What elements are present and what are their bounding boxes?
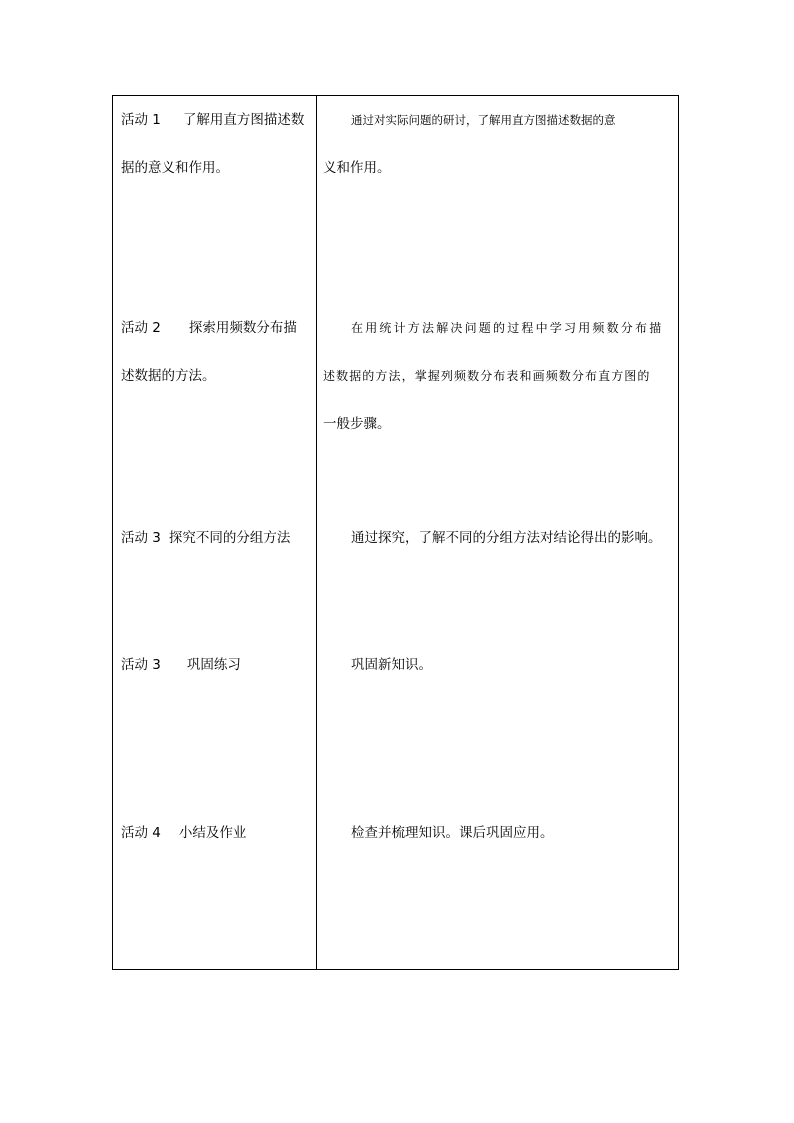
activity-2-desc-line2: 述数据的方法，掌握列频数分布表和画频数分布直方图的 — [323, 369, 651, 383]
activity-1-desc-line2: 义和作用。 — [323, 160, 391, 176]
activity-3-title-line1 — [121, 514, 311, 562]
activity-2-desc-line3: 一般步骤。 — [323, 416, 391, 432]
activity-1-name-part1: 了解用直方图描述数 — [182, 112, 305, 128]
activity-1-label: 活动 1 — [121, 112, 161, 128]
activity-3b-title-line1 — [121, 641, 311, 689]
activity-table — [112, 95, 679, 970]
activity-2-desc-line1: 在用统计方法解决问题的过程中学习用频数分布描 — [351, 321, 664, 335]
activity-3-label: 活动 3 — [121, 530, 161, 546]
activity-4-title-line1 — [121, 809, 311, 857]
activity-3-title — [121, 514, 311, 562]
activity-3-desc-line1: 通过探究，了解不同的分组方法对结论得出的影响。 — [351, 530, 662, 546]
activity-1-name-part2: 据的意义和作用。 — [121, 160, 229, 176]
activity-3-description — [323, 514, 673, 562]
activity-3b-desc-line1: 巩固新知识。 — [351, 657, 432, 673]
column-divider — [316, 96, 317, 969]
activity-2-name-part1: 探索用频数分布描 — [188, 320, 297, 336]
activity-4-title — [121, 809, 311, 857]
activity-1-desc-line1: 通过对实际问题的研讨，了解用直方图描述数据的意 — [351, 113, 616, 127]
activity-2-title-line1 — [121, 304, 311, 352]
activity-4-desc-line1: 检查并梳理知识。课后巩固应用。 — [351, 825, 554, 841]
activity-3b-description — [323, 641, 673, 689]
activity-4-description — [323, 809, 673, 857]
activity-1-title — [121, 96, 311, 192]
activity-4-label: 活动 4 — [121, 825, 161, 841]
activity-1-title-line1 — [121, 96, 311, 144]
activity-3b-title — [121, 641, 311, 689]
activity-3b-label: 活动 3 — [121, 657, 161, 673]
activity-1-description — [323, 96, 673, 192]
activity-2-label: 活动 2 — [121, 320, 161, 336]
activity-3b-name: 巩固练习 — [186, 657, 241, 673]
activity-2-name-part2: 述数据的方法。 — [121, 368, 216, 384]
activity-3-name: 探究不同的分组方法 — [168, 530, 291, 546]
activity-4-name: 小结及作业 — [178, 825, 247, 841]
activity-2-description — [323, 304, 673, 448]
activity-2-title — [121, 304, 311, 400]
